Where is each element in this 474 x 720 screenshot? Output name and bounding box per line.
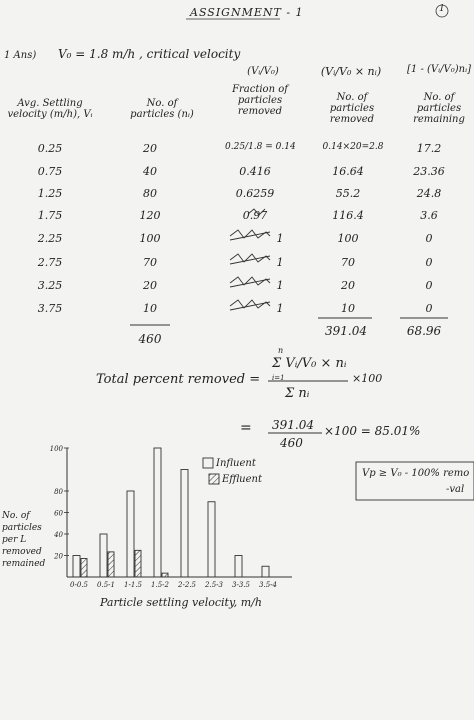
x-tick-label: 3-3.5 (232, 581, 250, 589)
formula-calc-denominator: 460 (280, 436, 303, 450)
cell-particles: 20 (143, 142, 157, 155)
cell-remaining: 24.8 (416, 187, 442, 200)
note-line-2: -val (446, 484, 465, 495)
bar-influent (73, 556, 80, 578)
cell-velocity: 0.75 (37, 165, 63, 178)
cell-particles: 100 (139, 232, 161, 245)
header-velocity: Avg. Settling velocity (m/h), Vᵢ (7, 98, 93, 120)
cell-removed: 0.14×20=2.8 (322, 142, 384, 152)
cell-velocity: 3.25 (37, 279, 63, 292)
formula-result: ×100 = 85.01% (324, 424, 421, 438)
cell-velocity: 2.75 (37, 256, 63, 269)
cell-velocity: 1.25 (37, 187, 63, 200)
cell-removed: 100 (337, 232, 359, 245)
formula-calc-numerator: 391.04 (272, 418, 314, 432)
y-tick-label: 40 (54, 531, 63, 539)
cell-fraction: 1 (276, 256, 284, 269)
page-title: ASSIGNMENT - 1 (190, 6, 304, 19)
y-tick-label: 100 (49, 445, 63, 453)
x-tick-label: 1-1.5 (124, 581, 142, 589)
total-removed: 391.04 (325, 324, 367, 338)
chart-xlabel: Particle settling velocity, m/h (100, 596, 262, 609)
bar-influent (181, 470, 188, 578)
cell-removed: 10 (341, 302, 355, 315)
x-tick-label: 2-2.5 (178, 581, 196, 589)
cell-fraction: 0.6259 (235, 187, 275, 200)
cell-velocity: 1.75 (37, 209, 63, 222)
header-removed-formula: (Vᵢ/V₀ × nᵢ) (320, 65, 382, 78)
header-particles: No. of particles (nᵢ) (130, 98, 194, 120)
cell-particles: 80 (143, 187, 157, 200)
cell-removed: 55.2 (335, 187, 361, 200)
legend-influent-swatch (203, 458, 213, 468)
bar-influent (127, 491, 134, 577)
cell-removed: 16.64 (332, 165, 364, 178)
given-velocity: V₀ = 1.8 m/h , critical velocity (58, 47, 241, 61)
legend-effluent-swatch (209, 474, 219, 484)
cell-remaining: 0 (425, 256, 433, 269)
cell-fraction: 1 (276, 279, 284, 292)
cell-particles: 20 (143, 279, 157, 292)
answer-label: 1 Ans) (4, 50, 37, 61)
cell-particles: 40 (143, 165, 157, 178)
cell-velocity: 3.75 (37, 302, 63, 315)
page-number: 1 (439, 4, 445, 14)
note-line-1: Vp ≥ V₀ - 100% remo (362, 468, 470, 479)
cell-remaining: 0 (425, 279, 433, 292)
total-particles: 460 (138, 332, 162, 346)
bar-effluent (108, 552, 114, 577)
bar-influent (154, 448, 161, 577)
cell-remaining: 23.36 (413, 165, 445, 178)
header-fraction: Fraction of particles removed (232, 84, 288, 117)
cell-velocity: 2.25 (37, 232, 63, 245)
bar-influent (262, 566, 269, 577)
cell-velocity: 0.25 (37, 142, 63, 155)
formula-label: Total percent removed = (96, 372, 261, 387)
bar-effluent (135, 550, 141, 577)
header-fraction-symbol: (Vᵢ/V₀) (247, 66, 279, 77)
formula-denominator: Σ nᵢ (285, 386, 310, 401)
formula-limit-top: n (278, 346, 284, 355)
formula-times: ×100 (352, 372, 383, 385)
total-remaining: 68.96 (406, 324, 442, 338)
cell-fraction: 0.25/1.8 = 0.14 (225, 142, 296, 152)
cell-remaining: 3.6 (420, 209, 438, 222)
x-tick-label: 0.5-1 (97, 581, 115, 589)
cell-fraction: 1 (276, 232, 284, 245)
cell-remaining: 0 (425, 232, 433, 245)
cell-fraction: 0.97 (242, 209, 268, 222)
legend-effluent-label: Effluent (222, 474, 262, 485)
x-tick-label: 1.5-2 (151, 581, 169, 589)
cell-remaining: 17.2 (416, 142, 442, 155)
formula-limit-bottom: i=1 (272, 374, 285, 382)
bar-influent (208, 502, 215, 577)
cell-fraction: 0.416 (239, 165, 271, 178)
cell-particles: 70 (143, 256, 157, 269)
cell-fraction: 1 (276, 302, 284, 315)
formula-calc-equals: = (240, 420, 252, 436)
cell-removed: 70 (341, 256, 355, 269)
bar-influent (235, 556, 242, 578)
x-tick-label: 0-0.5 (70, 581, 88, 589)
chart-ylabel: No. of particles per L removed remained (2, 511, 46, 569)
bar-influent (100, 534, 107, 577)
y-tick-label: 60 (54, 509, 63, 518)
header-remaining: No. of particles remaining (413, 92, 465, 125)
y-tick-label: 80 (54, 488, 63, 496)
y-tick-label: 20 (54, 552, 63, 561)
x-tick-label: 2.5-3 (205, 581, 223, 589)
formula-numerator: Σ Vᵢ/V₀ × nᵢ (272, 356, 347, 371)
cell-particles: 120 (139, 209, 161, 222)
bar-effluent (81, 559, 87, 577)
cell-removed: 116.4 (332, 209, 364, 222)
legend-influent-label: Influent (216, 458, 256, 469)
header-remaining-formula: [1 - (Vᵢ/V₀)nᵢ] (407, 64, 471, 75)
cell-remaining: 0 (425, 302, 433, 315)
header-removed: No. of particles removed (329, 92, 375, 125)
cell-particles: 10 (143, 302, 157, 315)
bar-effluent (162, 573, 168, 577)
cell-removed: 20 (341, 279, 355, 292)
x-tick-label: 3.5-4 (259, 581, 277, 589)
